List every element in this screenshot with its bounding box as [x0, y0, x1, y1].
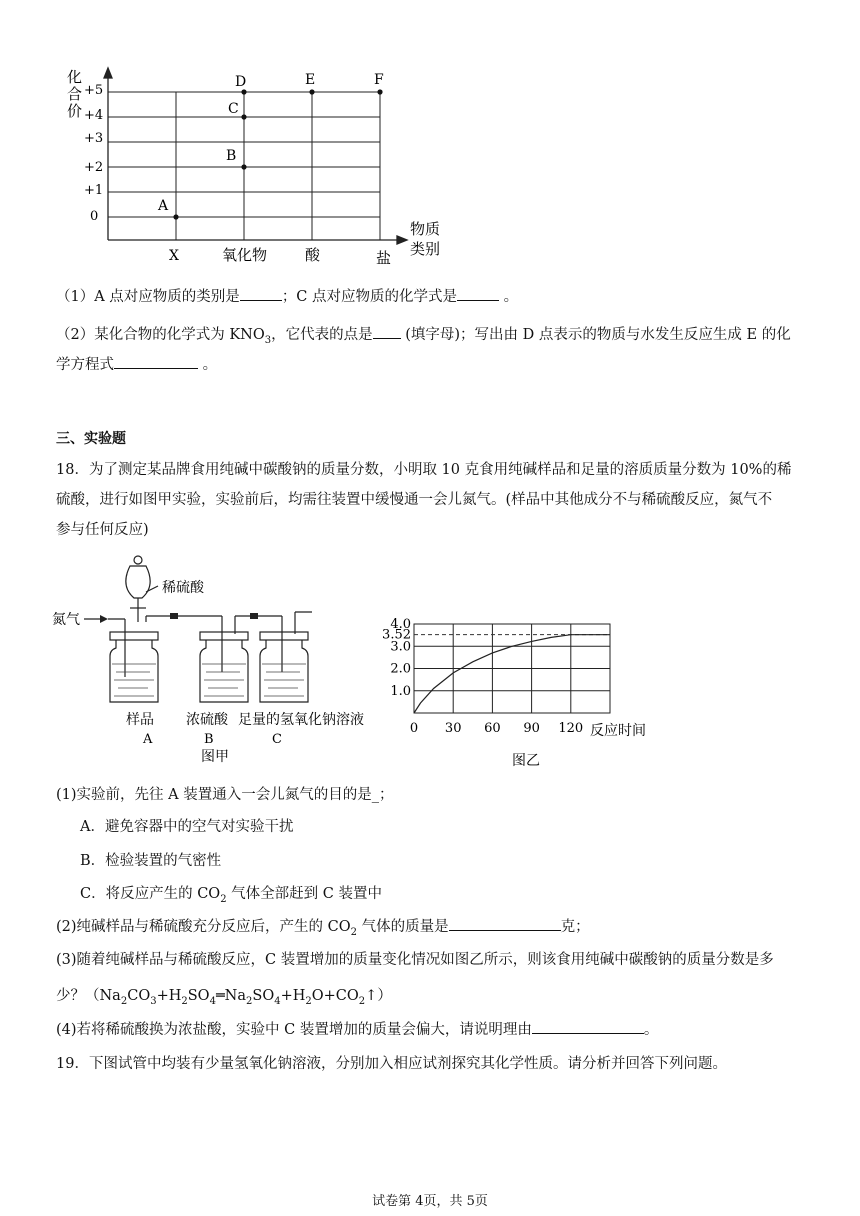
q18-intro: 18．为了测定某品牌食用纯碱中碳酸钠的质量分数，小明取 10 克食用纯碱样品和足量的溶质质量分数为 10%的稀	[56, 462, 792, 478]
y-title-char: 合	[67, 85, 83, 103]
y-tick: +3	[84, 131, 104, 146]
mass-time-graph	[380, 610, 670, 770]
point-label: E	[305, 72, 316, 88]
q18-sub4: (4)若将稀硫酸换为浓盐酸，实验中 C 装置增加的质量会偏大，请说明理由 。	[56, 1018, 658, 1039]
bottle-letter: C	[272, 732, 282, 747]
q17-part2-cont: 学方程式 。	[56, 353, 217, 374]
point-A	[173, 214, 178, 219]
y-tick: 0	[90, 209, 99, 224]
answer-blank[interactable]	[373, 324, 401, 339]
x-tick-label: 30	[444, 721, 462, 736]
x-tick: 盐	[376, 249, 392, 267]
page-footer: 试卷第 4页，共 5页	[372, 1194, 488, 1209]
option-c[interactable]: C．将反应产生的 $CO_2$ 气体全部赶到 C 装置中	[80, 886, 382, 905]
valence-chart	[50, 62, 450, 272]
q19-intro: 19．下图试管中均装有少量氢氧化钠溶液，分别加入相应试剂探究其化学性质。请分析并回答下列问题。	[56, 1056, 727, 1072]
q18-sub2: (2)纯碱样品与稀硫酸充分反应后，产生的 $CO_2$ 气体的质量是 克；	[56, 915, 590, 938]
point-D	[241, 89, 246, 94]
answer-blank[interactable]	[532, 1019, 644, 1034]
valence-axes	[104, 68, 407, 244]
q18-sub1: (1)实验前，先往 A 装置通入一会儿氮气的目的是_；	[56, 787, 394, 803]
x-title: 物质	[410, 220, 441, 238]
acid-label: 稀硫酸	[162, 580, 204, 596]
bottle-label: 足量的氢氧化钠溶液	[238, 712, 364, 728]
answer-blank[interactable]	[240, 286, 282, 301]
y-tick: +4	[84, 108, 104, 123]
point-E	[309, 89, 314, 94]
figure-caption: 图甲	[201, 749, 229, 765]
y-tick-label: 2.0	[390, 661, 411, 677]
option-b[interactable]: B．检验装置的气密性	[80, 853, 222, 869]
point-label: F	[374, 72, 384, 88]
figure-caption: 图乙	[512, 753, 540, 769]
x-tick: X	[169, 248, 179, 264]
x-tick-label: 0	[409, 721, 419, 736]
y-tick: +1	[84, 183, 104, 198]
answer-blank[interactable]	[114, 354, 198, 369]
x-title: 类别	[410, 240, 441, 258]
q18-intro: 参与任何反应)	[56, 522, 149, 538]
answer-blank[interactable]	[457, 286, 499, 301]
section-title: 三、实验题	[56, 431, 126, 447]
point-C	[241, 114, 246, 119]
point-B	[241, 164, 246, 169]
q18-intro: 硫酸，进行如图甲实验，实验前后，均需往装置中缓慢通一会儿氮气。(样品中其他成分不与稀硫酸反应，氮气不	[56, 492, 773, 508]
q18-sub3: (3)随着纯碱样品与稀硫酸反应，C 装置增加的质量变化情况如图乙所示，则该食用纯碱中碳酸钠的质量分数是多	[56, 952, 774, 968]
gas-label: 氮气	[52, 612, 80, 628]
y-tick: +2	[84, 160, 104, 175]
bottle-label: 浓硫酸	[186, 712, 228, 728]
bottle-letter: A	[143, 732, 153, 747]
x-tick-label: 60	[484, 721, 501, 736]
q17-part2: （2）某化合物的化学式为 $KNO_3$，它代表的点是 (填字母)；写出由 D 点表示的物质与水发生反应生成 E 的化	[56, 323, 791, 346]
q17-part1: （1）A 点对应物质的类别是 ；C 点对应物质的化学式是 。	[56, 285, 518, 306]
point-label: B	[226, 148, 237, 164]
q18-sub3-cont: 少？$(Na_2CO_3+H_2SO_4═Na_2SO_4+H_2O+CO_2↑)$	[56, 988, 392, 1007]
y-tick-label: 4.0	[390, 617, 411, 632]
option-a[interactable]: A．避免容器中的空气对实验干扰	[80, 819, 294, 835]
x-tick: 酸	[305, 246, 321, 264]
point-label: D	[235, 74, 247, 90]
x-axis-title: 反应时间	[590, 723, 646, 739]
x-tick: 氧化物	[222, 246, 268, 264]
point-label: C	[228, 101, 239, 117]
point-label: A	[158, 198, 169, 214]
bottle-letter: B	[204, 732, 214, 747]
bottle-label: 样品	[126, 712, 154, 728]
y-tick-label: 3.52	[382, 627, 411, 643]
point-F	[377, 89, 382, 94]
apparatus-diagram	[50, 552, 380, 772]
x-tick-label: 90	[523, 721, 540, 736]
x-tick-label: 120	[558, 721, 584, 736]
y-title-char: 价	[67, 102, 83, 120]
y-tick-label: 3.0	[390, 639, 411, 655]
y-title-char: 化	[67, 68, 83, 86]
answer-blank[interactable]	[449, 916, 561, 931]
y-tick: +5	[84, 83, 104, 98]
y-tick-label: 1.0	[390, 683, 411, 699]
